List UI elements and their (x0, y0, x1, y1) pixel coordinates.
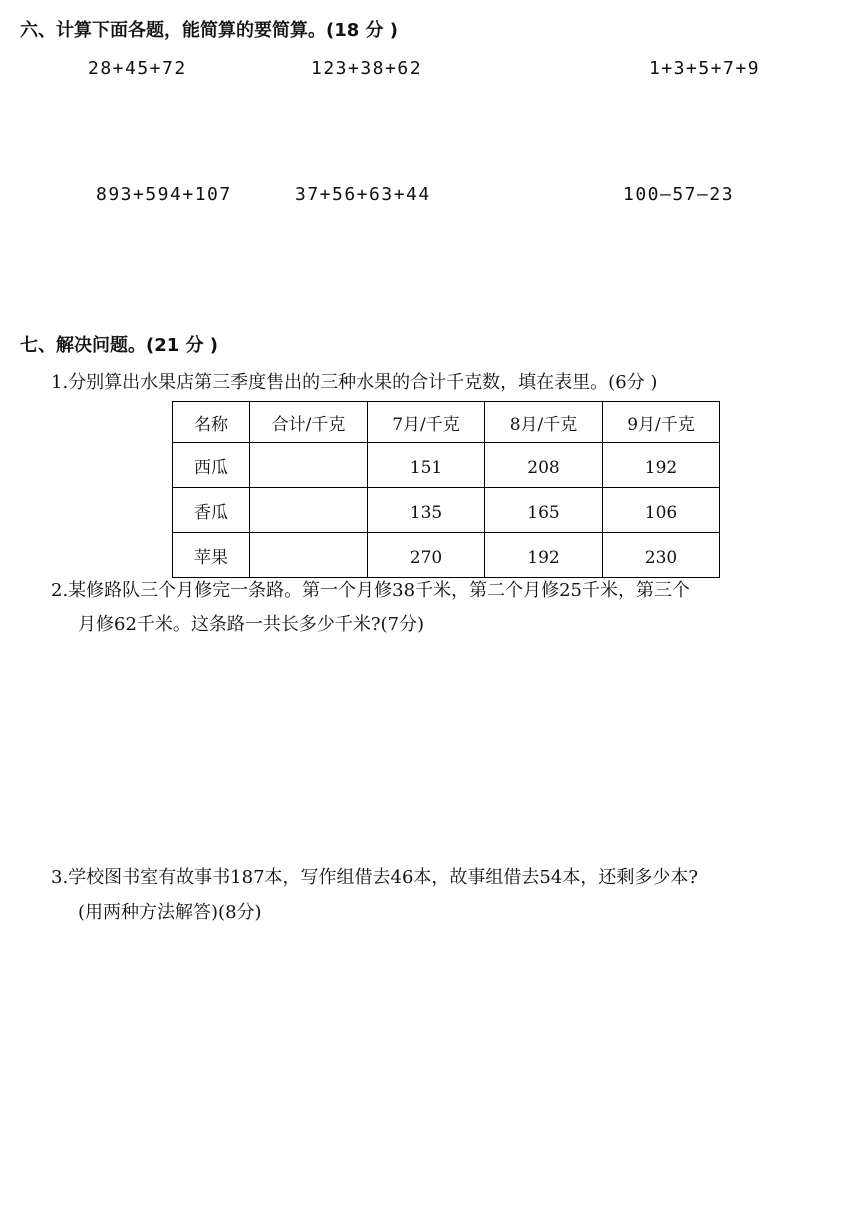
total-answer-cell[interactable] (250, 443, 368, 488)
table-header-row (173, 402, 720, 443)
question-1-text: 1.分别算出水果店第三季度售出的三种水果的合计千克数，填在表里。(6分 ) (51, 372, 658, 393)
question-3-line-1: 3.学校图书室有故事书187本，写作组借去46本，故事组借去54本，还剩多少本? (51, 867, 698, 888)
july-value: 135 (368, 488, 485, 533)
fruit-name: 苹果 (173, 533, 250, 578)
question-2-line-1: 2.某修路队三个月修完一条路。第一个月修38千米，第二个月修25千米，第三个 (51, 580, 690, 601)
august-value: 208 (485, 443, 603, 488)
section7-title: 七、解决问题。(21 分 ) (20, 335, 219, 356)
july-value: 151 (368, 443, 485, 488)
fruit-sales-table (172, 401, 720, 578)
expression-3: 1+3+5+7+9 (649, 58, 761, 79)
fruit-name: 香瓜 (173, 488, 250, 533)
section6-title: 六、计算下面各题，能简算的要简算。(18 分 ) (20, 20, 399, 41)
header-total: 合计/千克 (250, 402, 368, 443)
fruit-name: 西瓜 (173, 443, 250, 488)
expression-2: 123+38+62 (311, 58, 423, 79)
table-row (173, 533, 720, 578)
total-answer-cell[interactable] (250, 533, 368, 578)
july-value: 270 (368, 533, 485, 578)
table-row (173, 443, 720, 488)
question-3-line-2: (用两种方法解答)(8分) (78, 902, 262, 923)
august-value: 192 (485, 533, 603, 578)
september-value: 106 (603, 488, 720, 533)
expression-6: 100—57—23 (623, 184, 735, 205)
expression-4: 893+594+107 (96, 184, 232, 205)
header-september: 9月/千克 (603, 402, 720, 443)
header-august: 8月/千克 (485, 402, 603, 443)
expression-5: 37+56+63+44 (295, 184, 431, 205)
total-answer-cell[interactable] (250, 488, 368, 533)
header-july: 7月/千克 (368, 402, 485, 443)
expression-1: 28+45+72 (88, 58, 187, 79)
september-value: 192 (603, 443, 720, 488)
header-name: 名称 (173, 402, 250, 443)
september-value: 230 (603, 533, 720, 578)
question-2-line-2: 月修62千米。这条路一共长多少千米?(7分) (78, 614, 425, 635)
august-value: 165 (485, 488, 603, 533)
table-row (173, 488, 720, 533)
